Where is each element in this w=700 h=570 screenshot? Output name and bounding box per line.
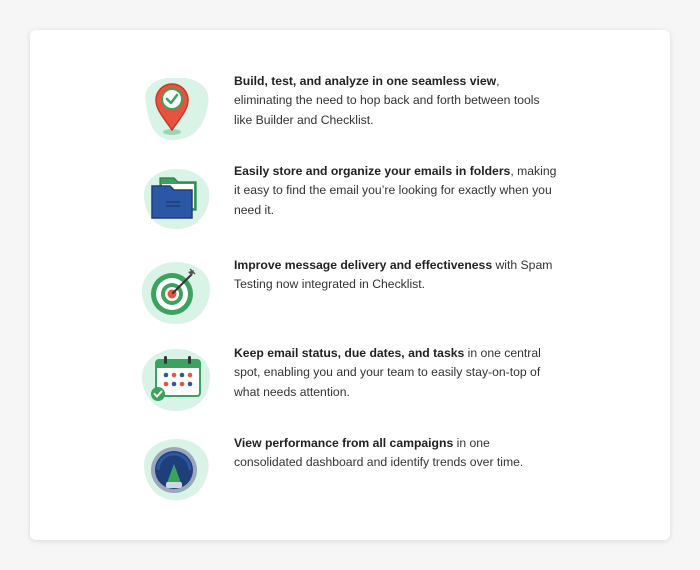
feature-rest: in one central spot, enabling you and your team to easily stay-on-top of what needs attention. — [234, 346, 541, 399]
feature-text — [234, 72, 558, 130]
feature-item-dashboard — [136, 434, 556, 504]
feature-bold: Improve message delivery and effectiveness — [234, 258, 493, 272]
map-pin-check-icon — [136, 72, 216, 144]
feature-item-folders — [136, 162, 556, 232]
features-card — [30, 30, 670, 540]
feature-item-builder — [136, 72, 556, 142]
feature-text — [234, 162, 558, 220]
feature-bold: View performance from all campaigns — [234, 436, 454, 450]
gauge-icon — [136, 434, 216, 506]
target-icon — [136, 256, 216, 328]
feature-bold: Build, test, and analyze in one seamless view — [234, 74, 497, 88]
feature-item-spam-testing — [136, 256, 556, 326]
feature-rest: in one consolidated dashboard and identify trends over time. — [234, 436, 524, 470]
feature-text — [234, 256, 558, 295]
feature-rest: , making it easy to find the email you’re looking for exactly when you need it. — [234, 164, 557, 217]
feature-bold: Easily store and organize your emails in folders — [234, 164, 511, 178]
feature-rest: , eliminating the need to hop back and forth between tools like Builder and Checklist. — [234, 74, 540, 127]
feature-rest: with Spam Testing now integrated in Checklist. — [234, 258, 553, 292]
calendar-icon — [136, 344, 216, 416]
folder-icon — [136, 162, 216, 234]
feature-text — [234, 434, 558, 473]
feature-text — [234, 344, 558, 402]
feature-bold: Keep email status, due dates, and tasks — [234, 346, 465, 360]
feature-item-status — [136, 344, 556, 414]
